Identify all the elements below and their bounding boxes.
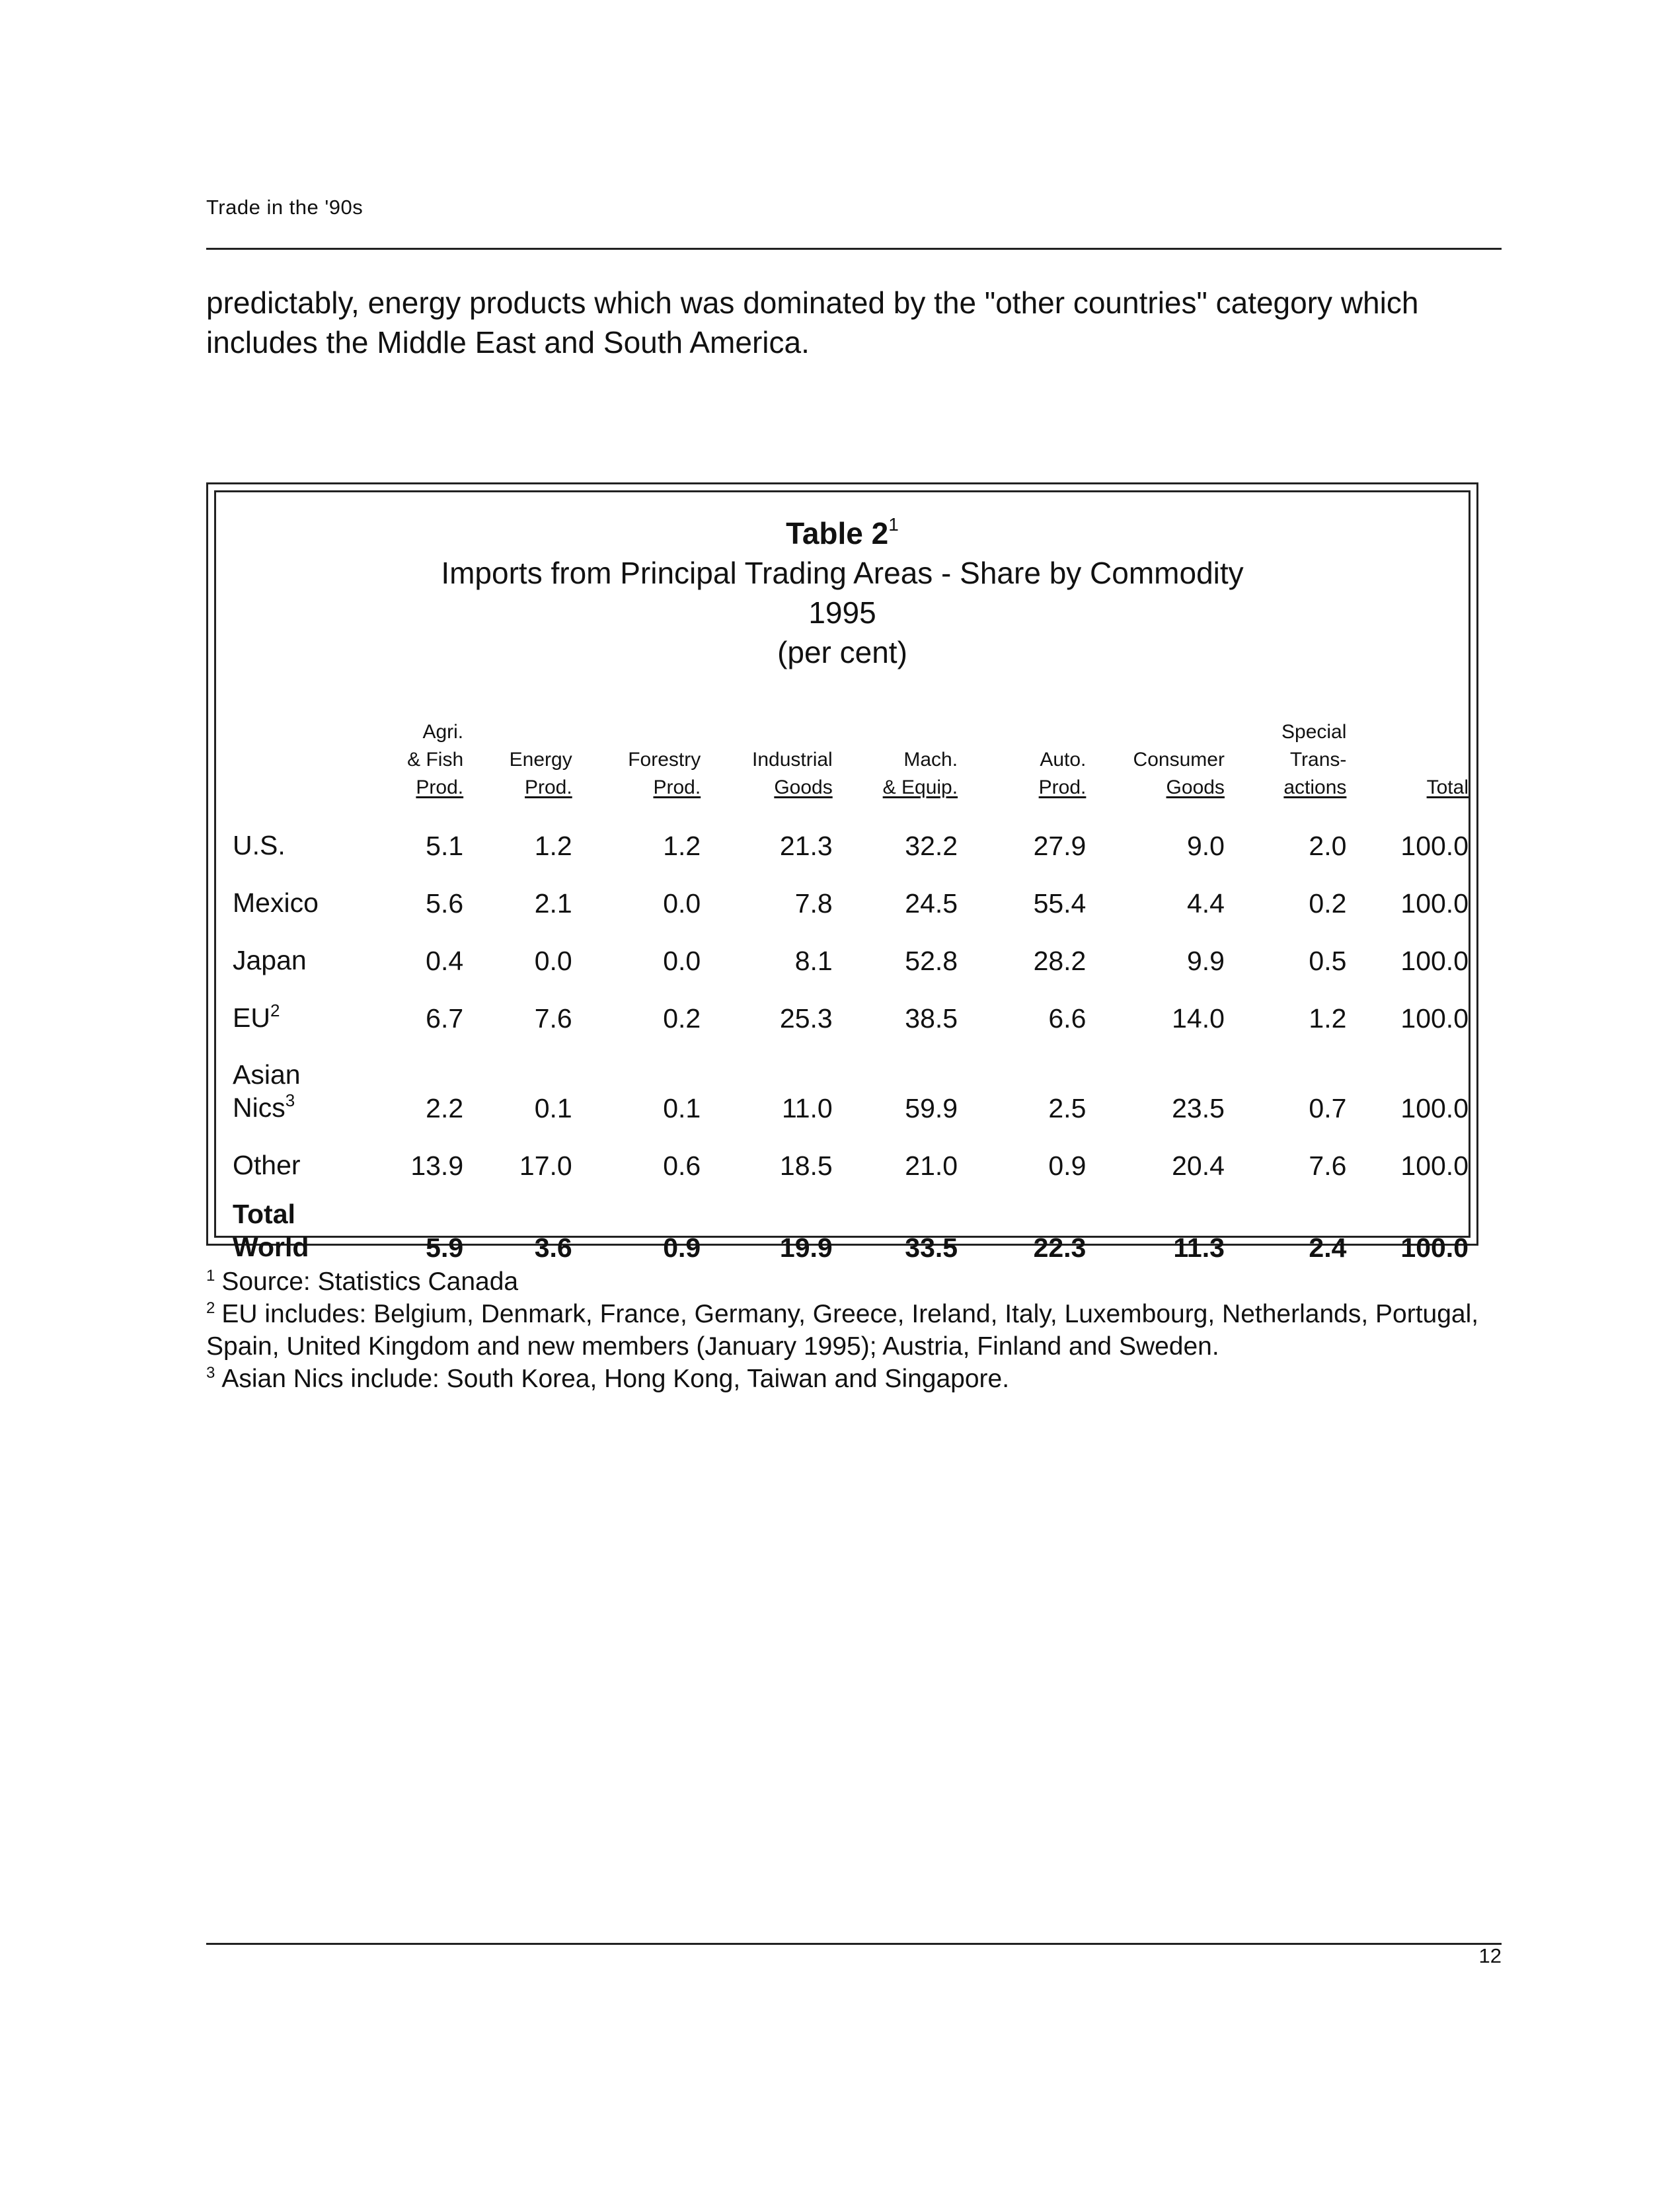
column-header-energy: Energy Prod. xyxy=(509,749,572,798)
column-header-forestry: Forestry Prod. xyxy=(628,749,701,798)
table-cell: 27.9 xyxy=(1033,831,1087,861)
table-cell: 0.0 xyxy=(663,946,701,976)
column-header-special: Special Trans- actions xyxy=(1281,721,1347,798)
table-frame xyxy=(206,482,1478,1263)
table-row-eu xyxy=(233,981,1469,1038)
table-title: Imports from Principal Trading Areas - Share by Commodity xyxy=(441,556,1244,590)
area-column-header xyxy=(233,717,377,808)
header-row xyxy=(233,717,1469,808)
table-cell: 25.3 xyxy=(779,1003,833,1034)
table-cell: 28.2 xyxy=(1033,946,1087,976)
table-cell: 5.1 xyxy=(426,831,464,861)
header-rule xyxy=(206,248,1502,250)
page-number: 12 xyxy=(1478,1944,1502,1967)
table-cell: 100.0 xyxy=(1400,1151,1469,1181)
table-cell: 21.3 xyxy=(779,831,833,861)
footnote: $^1$ Source: Statistics Canada xyxy=(206,1267,519,1296)
table-cell: 2.0 xyxy=(1309,831,1347,861)
table-cell: 0.2 xyxy=(1309,888,1347,919)
row-label: Other xyxy=(233,1150,301,1180)
column-header-industrial: Industrial Goods xyxy=(751,749,833,798)
column-header-total: Total xyxy=(1426,776,1469,798)
footnote-ref: 3 xyxy=(285,1090,295,1110)
table-cell: 0.4 xyxy=(426,946,464,976)
table-cell: 0.7 xyxy=(1309,1093,1347,1123)
table-cell: 9.9 xyxy=(1186,946,1225,976)
running-header: Trade in the '90s xyxy=(206,196,363,219)
row-label: $EU^2$ xyxy=(233,1001,280,1033)
footer-rule xyxy=(206,1943,1502,1945)
row-label: U.S. xyxy=(233,830,286,860)
table-cell: 1.2 xyxy=(663,831,701,861)
table-cell: 19.9 xyxy=(779,1232,833,1263)
table-cell: 13.9 xyxy=(410,1151,464,1181)
row-label: Mexico xyxy=(233,888,319,918)
table-label-note: 1 xyxy=(888,514,899,535)
table-cell: 0.6 xyxy=(663,1151,701,1181)
table-cell: 0.9 xyxy=(1048,1151,1087,1181)
table-label-line xyxy=(216,513,1469,553)
table-cell: 2.4 xyxy=(1309,1232,1347,1263)
table-cell: 3.6 xyxy=(534,1232,572,1263)
table-cell: 100.0 xyxy=(1400,831,1469,861)
table-cell: 100.0 xyxy=(1400,1093,1469,1123)
table-cell: 4.4 xyxy=(1186,888,1225,919)
table-cell: 5.9 xyxy=(426,1232,464,1263)
table-cell: 24.5 xyxy=(905,888,958,919)
table-cell: 6.6 xyxy=(1048,1003,1087,1034)
table-cell: 23.5 xyxy=(1172,1093,1225,1123)
table-cell: 2.2 xyxy=(426,1093,464,1123)
table-cell: 7.8 xyxy=(794,888,833,919)
column-header-machinery: Mach. & Equip. xyxy=(882,749,958,798)
row-label: Japan xyxy=(233,945,307,975)
footnote-ref: 2 xyxy=(270,1001,280,1020)
table-cell: 100.0 xyxy=(1400,1232,1469,1263)
table-cell: 6.7 xyxy=(426,1003,464,1034)
table-cell: 8.1 xyxy=(794,946,833,976)
table-cell: 5.6 xyxy=(426,888,464,919)
table-row-japan xyxy=(233,923,1469,981)
table-cell: 20.4 xyxy=(1172,1151,1225,1181)
table-cell: 0.1 xyxy=(534,1093,572,1123)
table-cell: 17.0 xyxy=(519,1151,572,1181)
table-cell: 0.5 xyxy=(1309,946,1347,976)
table-cell: 38.5 xyxy=(905,1003,958,1034)
table-cell: 18.5 xyxy=(779,1151,833,1181)
data-table xyxy=(233,717,1469,1267)
table-cell: 7.6 xyxy=(1309,1151,1347,1181)
row-label: Asian Nics$^3$ xyxy=(233,1059,301,1123)
table-row-other xyxy=(233,1128,1469,1186)
body-paragraph: predictably, energy products which was dominated by the "other countries" category which includes the Middle East and South America. xyxy=(206,285,1419,359)
table-frame-inner xyxy=(214,490,1470,1263)
footnote: $^2$ EU includes: Belgium, Denmark, France, Germany, Greece, Ireland, Italy, Luxembourg, Netherlands, Portugal, Spain, United Kingdom and new members (January 1995); Austria, Finland and Sweden. xyxy=(206,1299,1479,1361)
table-cell: 100.0 xyxy=(1400,888,1469,919)
table-cell: 9.0 xyxy=(1186,831,1225,861)
table-cell: 0.9 xyxy=(663,1232,701,1263)
table-cell: 52.8 xyxy=(905,946,958,976)
table-cell: 11.3 xyxy=(1173,1232,1225,1263)
table-cell: 100.0 xyxy=(1400,946,1469,976)
column-header-auto: Auto. Prod. xyxy=(1038,749,1087,798)
table-cell: 0.1 xyxy=(663,1093,701,1123)
table-cell: 33.5 xyxy=(905,1232,958,1263)
row-label: Total World xyxy=(233,1199,309,1262)
table-cell: 55.4 xyxy=(1033,888,1087,919)
column-header-agri: Agri. & Fish Prod. xyxy=(407,721,464,798)
table-cell: 0.0 xyxy=(663,888,701,919)
table-cell: 59.9 xyxy=(905,1093,958,1123)
table-row-us xyxy=(233,808,1469,866)
table-cell: 100.0 xyxy=(1400,1003,1469,1034)
table-row-asian-nics xyxy=(233,1038,1469,1128)
table-row-total-world xyxy=(233,1186,1469,1267)
table-cell: 21.0 xyxy=(905,1151,958,1181)
table-cell: 2.1 xyxy=(534,888,572,919)
table-cell: 0.0 xyxy=(534,946,572,976)
column-header-consumer: Consumer Goods xyxy=(1133,749,1225,798)
table-cell: 14.0 xyxy=(1172,1003,1225,1034)
table-cell: 11.0 xyxy=(781,1093,833,1123)
footnotes xyxy=(206,1266,1508,1395)
table-year: 1995 xyxy=(808,595,876,630)
table-cell: 22.3 xyxy=(1033,1232,1087,1263)
table-cell: 1.2 xyxy=(1309,1003,1347,1034)
table-unit: (per cent) xyxy=(777,635,907,669)
table-cell: 7.6 xyxy=(534,1003,572,1034)
table-heading xyxy=(216,513,1469,672)
table-cell: 32.2 xyxy=(905,831,958,861)
table-label: Table 2 xyxy=(786,516,889,550)
table-cell: 0.2 xyxy=(663,1003,701,1034)
table-cell: 1.2 xyxy=(534,831,572,861)
table-row-mexico xyxy=(233,866,1469,923)
table-cell: 2.5 xyxy=(1048,1093,1087,1123)
footnote: $^3$ Asian Nics include: South Korea, Hong Kong, Taiwan and Singapore. xyxy=(206,1364,1010,1393)
